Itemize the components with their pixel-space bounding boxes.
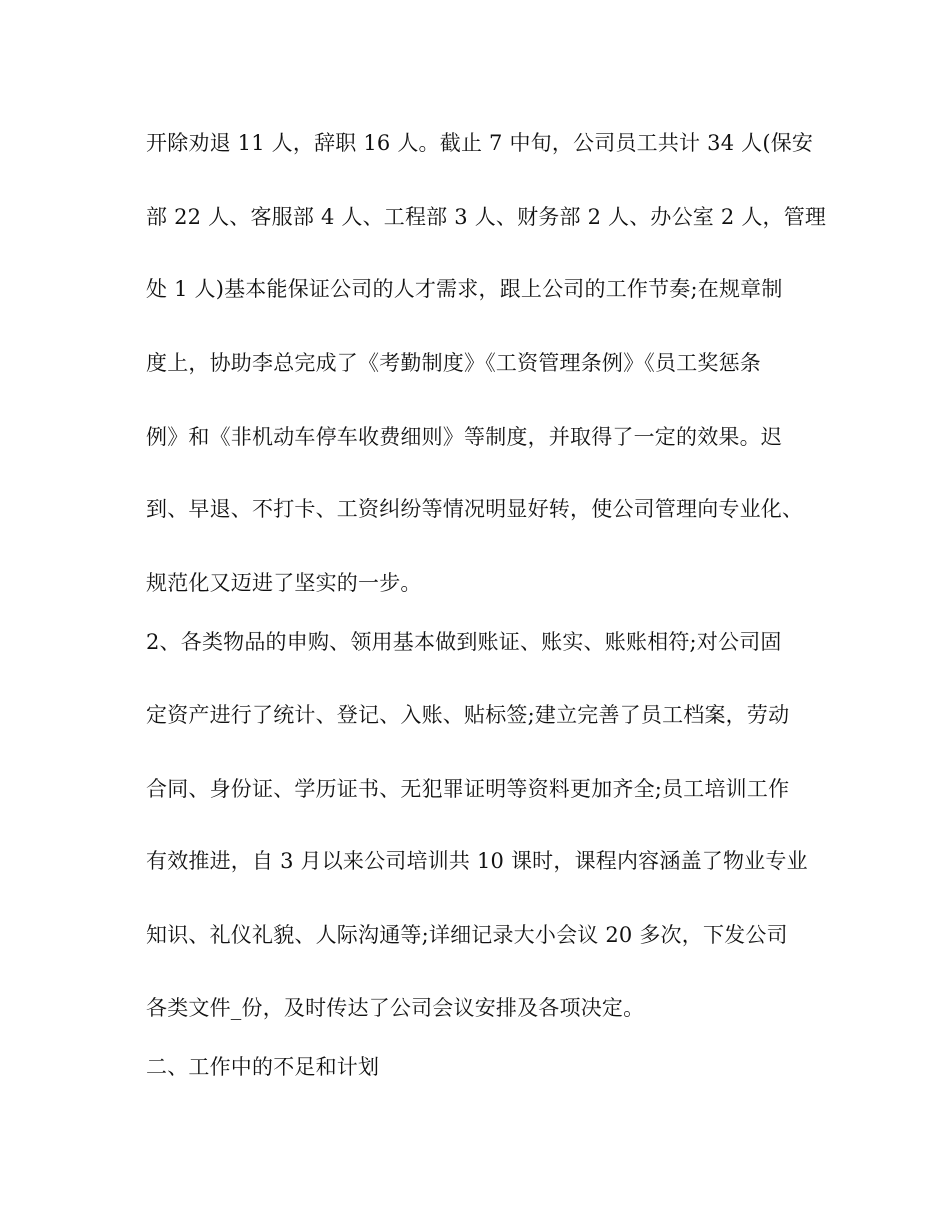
paragraph-line: 2、各类物品的申购、领用基本做到账证、账实、账账相符;对公司固 [146, 630, 782, 654]
paragraph-line: 规范化又迈进了坚实的一步。 [146, 571, 422, 595]
paragraph-line: 部 22 人、客服部 4 人、工程部 3 人、财务部 2 人、办公室 2 人，管理 [146, 205, 827, 229]
paragraph-line: 定资产进行了统计、登记、入账、贴标签;建立完善了员工档案，劳动 [146, 703, 790, 727]
paragraph-line: 处 1 人)基本能保证公司的人才需求，跟上公司的工作节奏;在规章制 [146, 277, 783, 301]
paragraph-line: 例》和《非机动车停车收费细则》等制度，并取得了一定的效果。迟 [146, 425, 782, 449]
paragraph-line: 有效推进，自 3 月以来公司培训共 10 课时，课程内容涵盖了物业专业 [146, 849, 808, 873]
paragraph-line: 知识、礼仪礼貌、人际沟通等;详细记录大小会议 20 多次，下发公司 [146, 923, 788, 947]
paragraph-line: 度上，协助李总完成了《考勤制度》《工资管理条例》《员工奖惩条 [146, 351, 761, 375]
section-heading: 二、工作中的不足和计划 [146, 1055, 380, 1079]
paragraph-line: 合同、身份证、学历证书、无犯罪证明等资料更加齐全;员工培训工作 [146, 777, 790, 801]
paragraph-line: 各类文件_份，及时传达了公司会议安排及各项决定。 [146, 996, 645, 1020]
paragraph-line: 开除劝退 11 人，辞职 16 人。截止 7 中旬，公司员工共计 34 人(保安 [146, 131, 814, 155]
paragraph-line: 到、早退、不打卡、工资纠纷等情况明显好转，使公司管理向专业化、 [146, 497, 804, 521]
